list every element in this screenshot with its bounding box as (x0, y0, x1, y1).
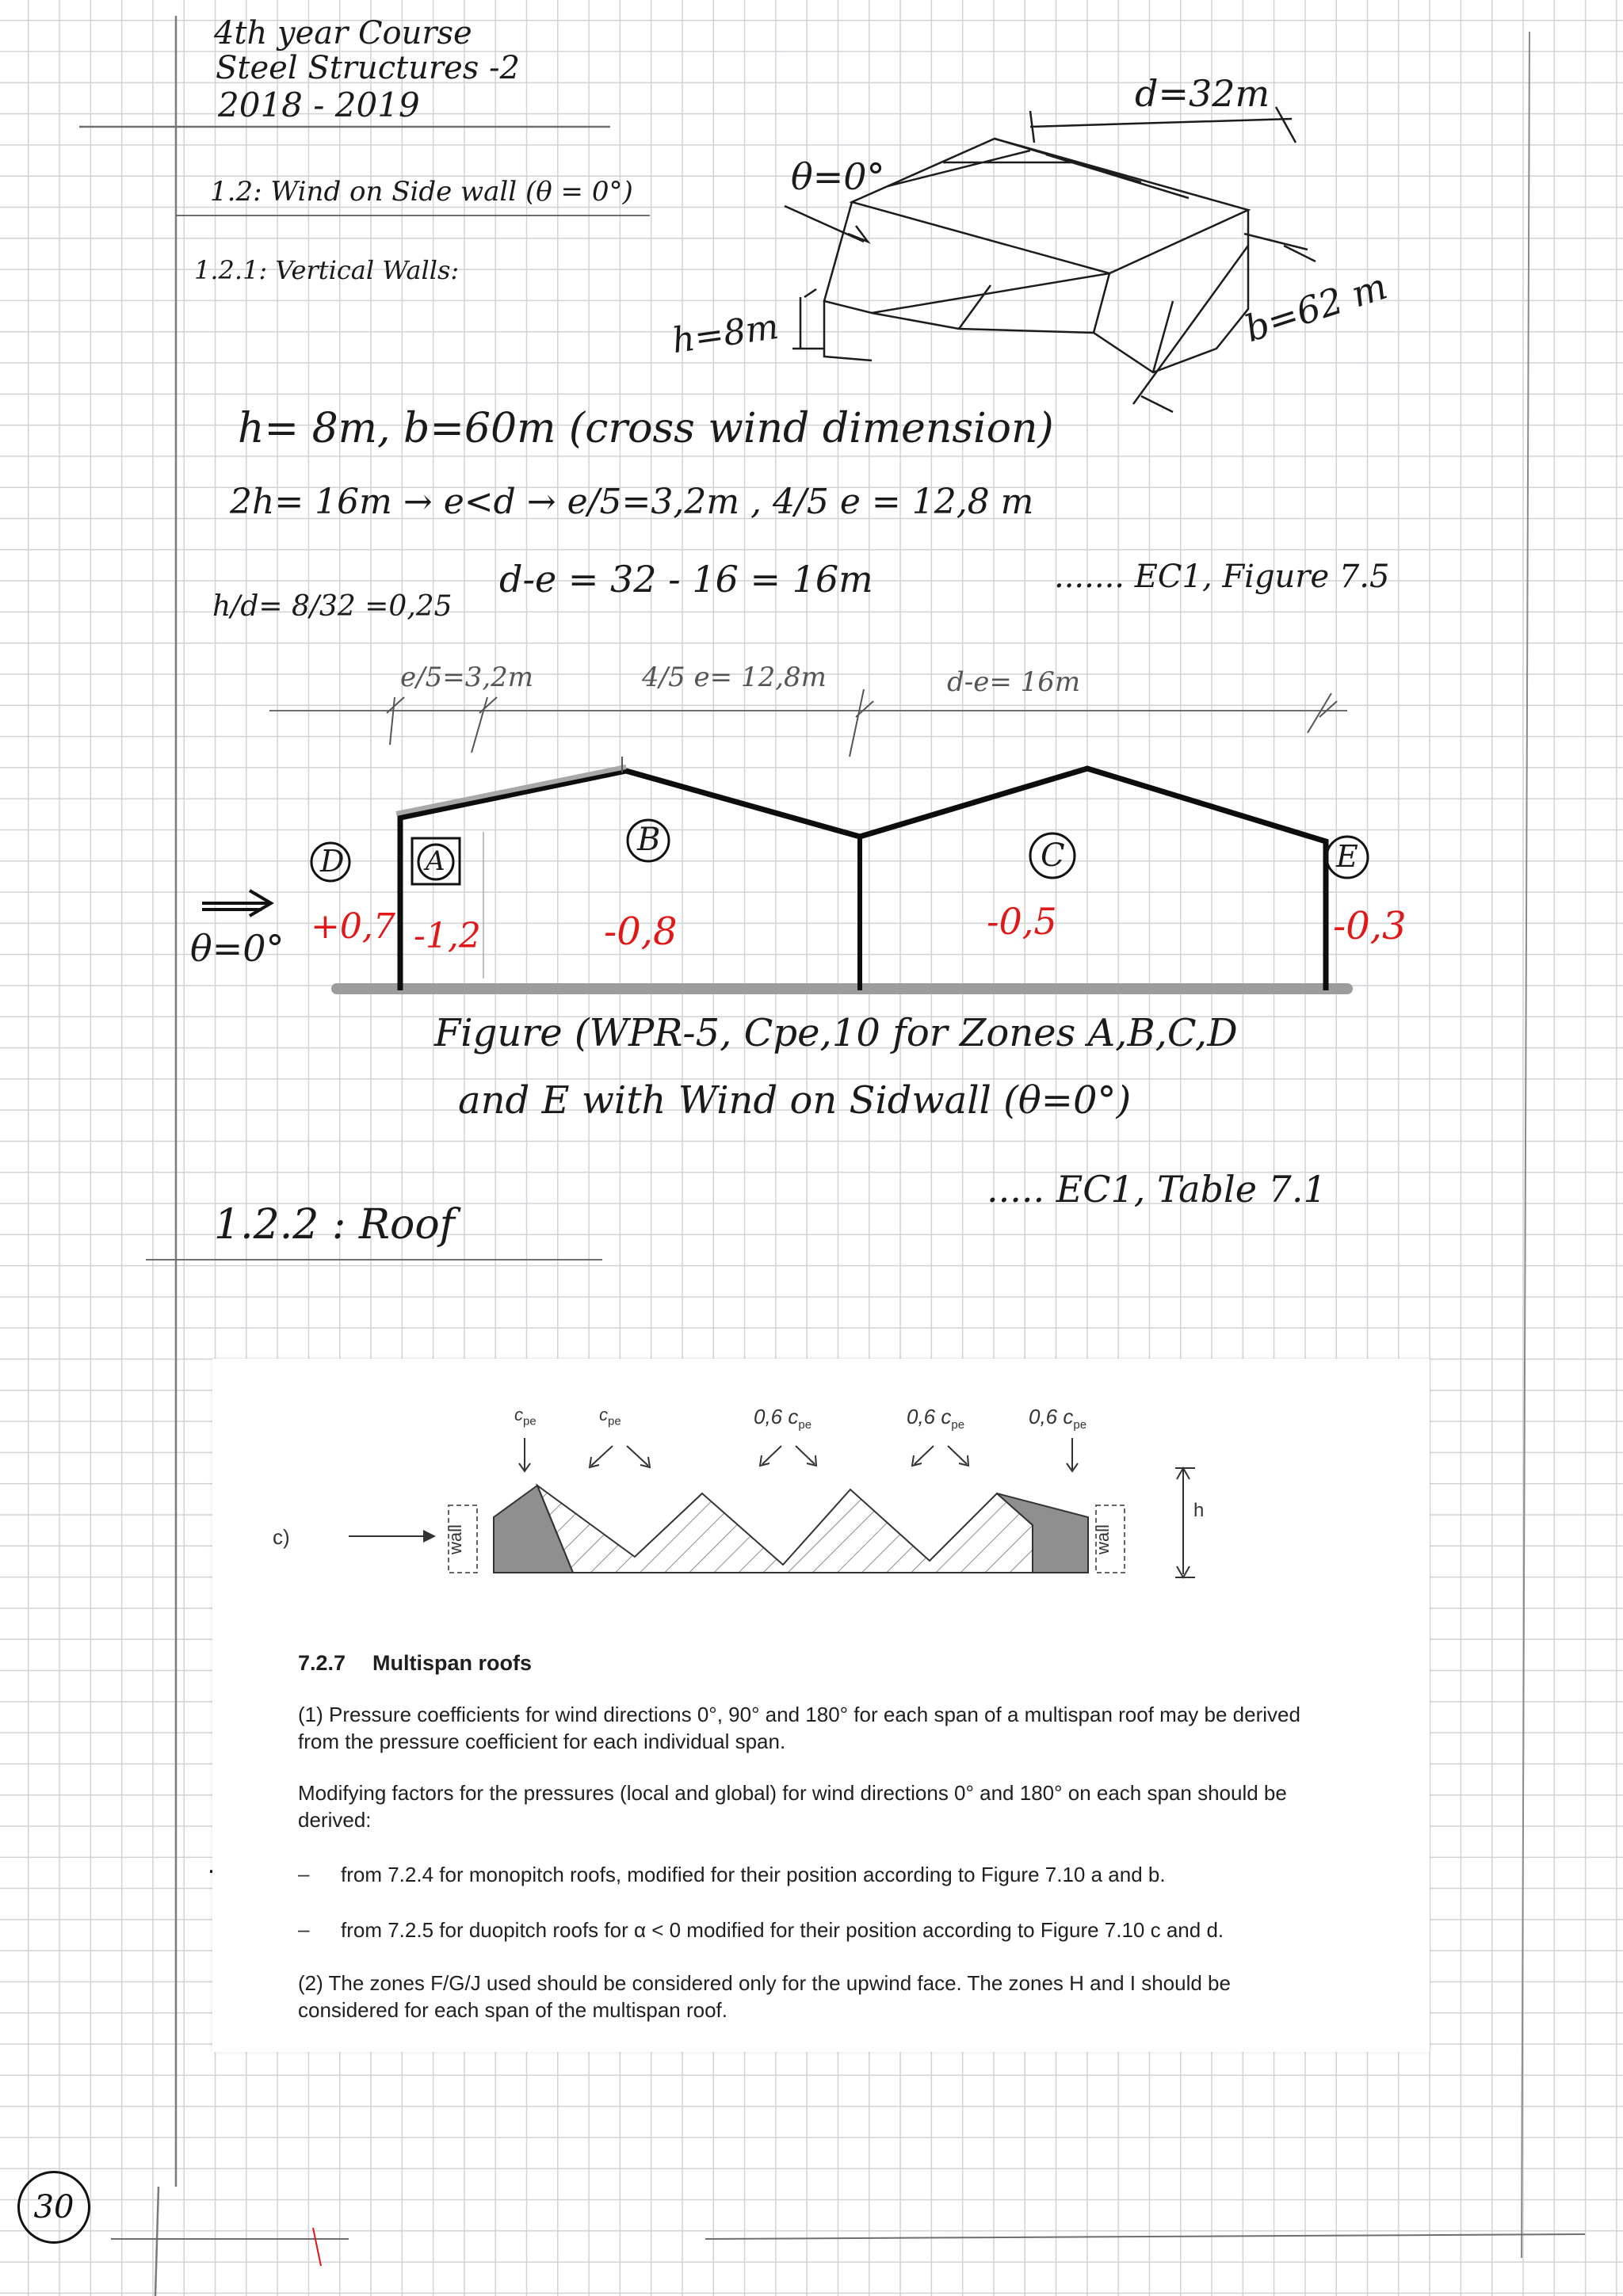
cpe-label-3: 0,6 $c_{pe}$ (754, 1405, 812, 1432)
wall-label-right: wall (1092, 1524, 1113, 1554)
cpe-B: -0,8 (604, 910, 678, 954)
header-line-1: 4th year Course (214, 15, 472, 51)
paragraph-1: (1) Pressure coefficients for wind directions 0°, 90° and 180° for each span of a multispan roof may be derived from the pressure coefficient for each individual span. (298, 1703, 1300, 1753)
sketch-theta: θ=0° (791, 155, 885, 198)
calc-line-1: h= 8m, b=60m (cross wind dimension) (238, 405, 1054, 452)
sketch-d: d=32m (1135, 72, 1270, 115)
eurocode-excerpt (212, 1359, 1430, 2052)
calc-ref-1: ....... EC1, Figure 7.5 (1054, 559, 1390, 595)
header-line-3: 2018 - 2019 (218, 86, 420, 124)
zone-label-E: E (1336, 839, 1358, 874)
cpe-C: -0,5 (987, 900, 1057, 943)
clause-number: 7.2.7 (298, 1651, 346, 1675)
zone-label-B: B (637, 822, 661, 858)
header-line-2: Steel Structures -2 (216, 50, 520, 86)
sketch-h: h=8m (670, 306, 781, 362)
bullet-1: from 7.2.4 for monopitch roofs, modified for their position according to Figure 7.10 a and b. (341, 1863, 1166, 1886)
cpe-A: -1,2 (414, 916, 481, 956)
cpe-E: -0,3 (1333, 904, 1407, 948)
building-outline (400, 769, 1326, 990)
paragraph-3: (2) The zones F/G/J used should be considered only for the upwind face. The zones H and I should be considered for each span of the multispan roof. (298, 1971, 1231, 2022)
cpe-label-5: 0,6 $c_{pe}$ (1029, 1405, 1087, 1432)
calc-h-over-d: h/d= 8/32 =0,25 (212, 590, 453, 623)
right-margin-line (1522, 32, 1529, 2258)
clause-heading: Multispan roofs (372, 1651, 532, 1675)
section-1-2-2-title: 1.2.2 : Roof (214, 1201, 455, 1249)
wind-direction-head (423, 1530, 436, 1543)
figure-c-label: c) (273, 1525, 290, 1549)
zone-label-A: A (426, 845, 445, 877)
dim-e45: 4/5 e= 12,8m (642, 662, 827, 693)
footer-line-right (705, 2234, 1585, 2239)
cpe-label-1: $c_{pe}$ (514, 1405, 537, 1428)
cpe-label-2: $c_{pe}$ (599, 1405, 621, 1428)
middle-spans-hatched (537, 1486, 1033, 1573)
dim-e5: e/5=3,2m (400, 662, 534, 693)
left-margin-line-tail (155, 2187, 158, 2296)
multispan-roof-figure (212, 1359, 1430, 1596)
red-tick (313, 2228, 321, 2266)
bullet-dash-1: – (298, 1862, 310, 1886)
section-1-2-1-title: 1.2.1: Vertical Walls: (194, 255, 460, 285)
cpe-label-4: 0,6 $c_{pe}$ (907, 1405, 965, 1432)
bullet-dash-2: – (298, 1917, 310, 1941)
paragraph-2: Modifying factors for the pressures (local and global) for wind directions 0° and 180° on each span should be derived: (298, 1781, 1287, 1832)
calc-line-3: d-e = 32 - 16 = 16m (499, 558, 873, 601)
dim-de: d-e= 16m (947, 666, 1081, 698)
building-3d-sketch (785, 107, 1316, 412)
zone-label-D: D (320, 844, 345, 879)
zone-label-C: C (1041, 837, 1065, 874)
page-number: 30 (33, 2189, 74, 2225)
figure-caption-line-2: and E with Wind on Sidwall (θ=0°) (458, 1078, 1132, 1123)
height-label-h: h (1193, 1500, 1205, 1521)
sketch-b: b=62 m (1239, 264, 1392, 351)
figure-caption-line-1: Figure (WPR-5, Cpe,10 for Zones A,B,C,D (434, 1011, 1238, 1055)
wall-label-left: wall (445, 1524, 465, 1554)
bullet-2: from 7.2.5 for duopitch roofs for α < 0 modified for their position according to Figure 7.10 c and d. (341, 1918, 1224, 1942)
section-1-2-title: 1.2: Wind on Side wall (θ = 0°) (210, 176, 633, 208)
table-ref: ..... EC1, Table 7.1 (987, 1168, 1327, 1211)
wind-arrow (202, 891, 271, 916)
wind-theta-label: θ=0° (190, 927, 285, 970)
cpe-D: +0,7 (311, 906, 395, 947)
page-number-circle (17, 2171, 90, 2244)
calc-line-2: 2h= 16m → e<d → e/5=3,2m , 4/5 e = 12,8 m (230, 482, 1034, 522)
